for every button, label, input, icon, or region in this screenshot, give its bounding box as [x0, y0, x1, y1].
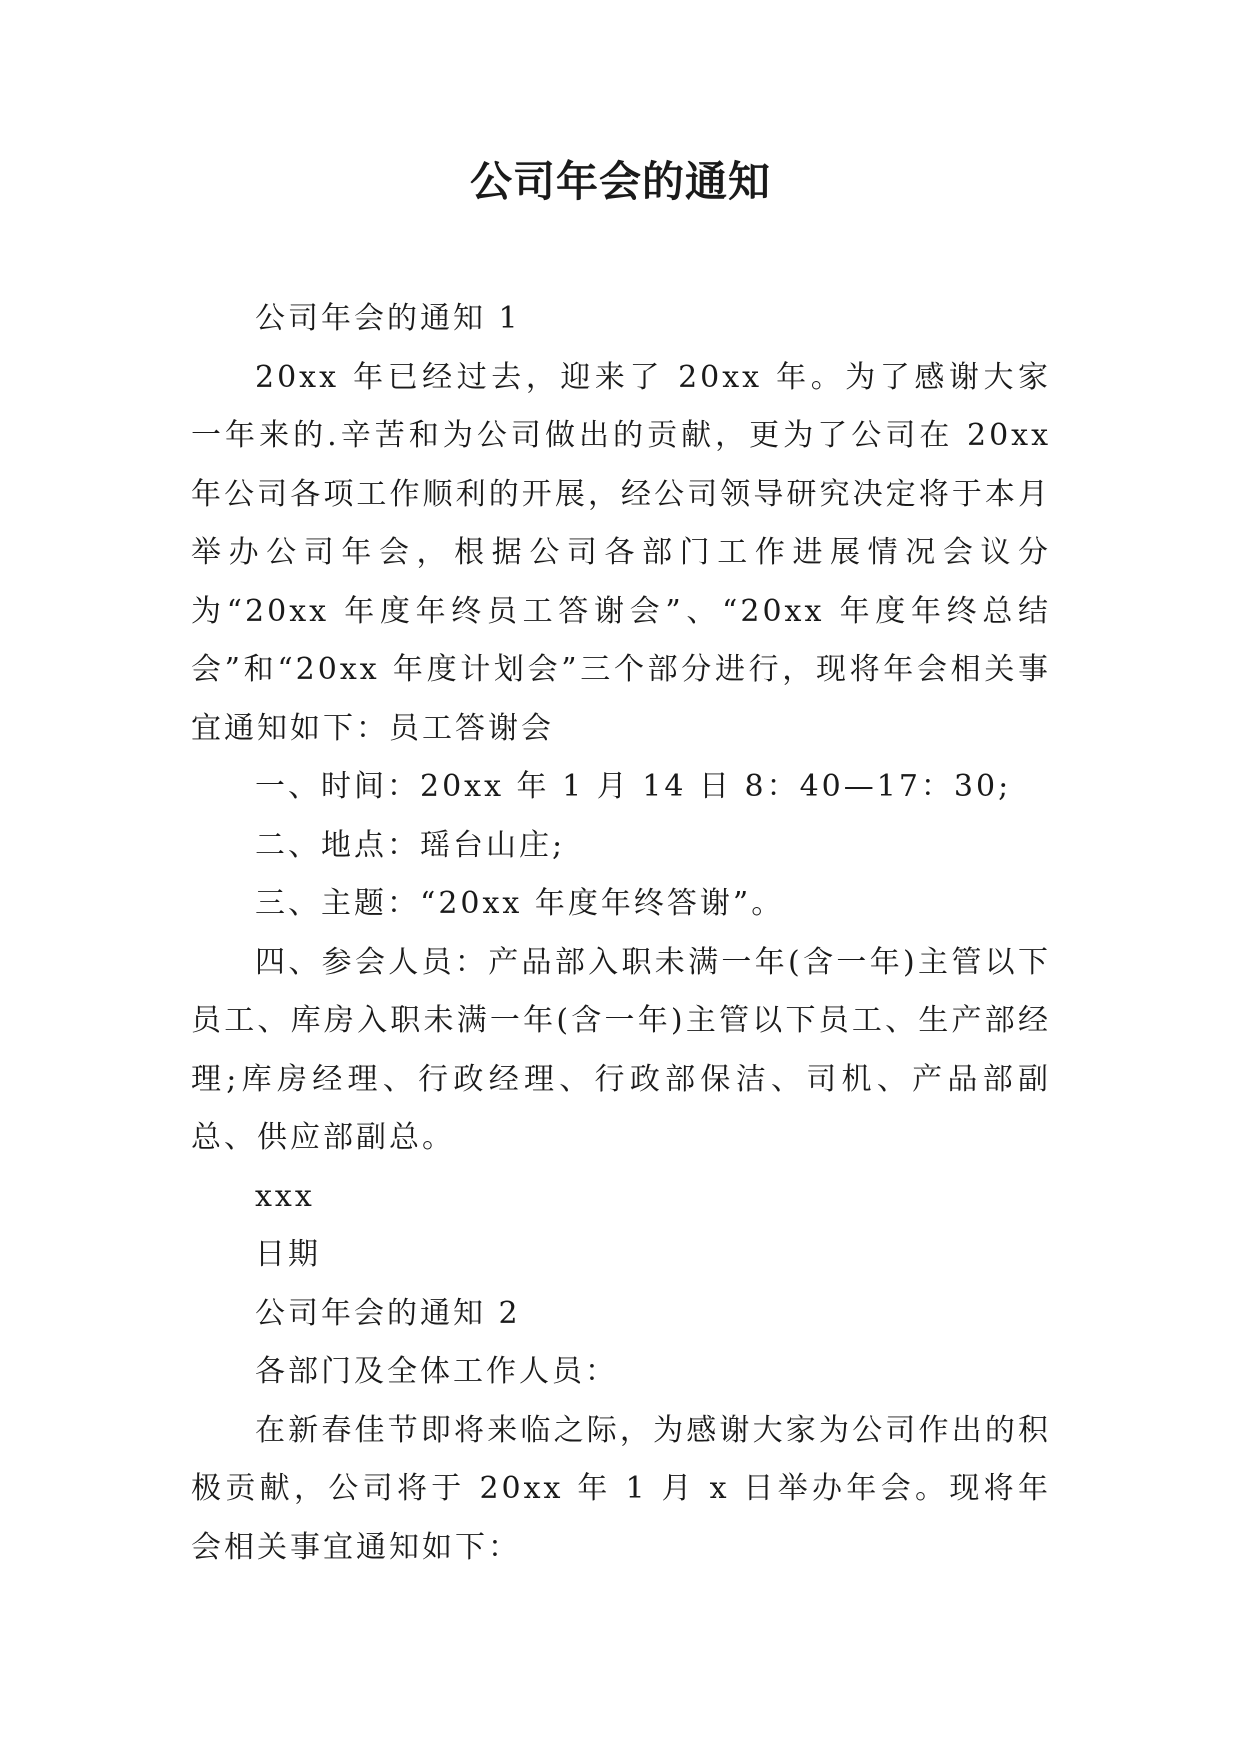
- time-item: 一、时间：20xx 年 1 月 14 日 8：40—17：30;: [255, 769, 1012, 804]
- notice-1-heading: 公司年会的通知 1: [255, 301, 521, 336]
- notice-2-intro-paragraph: 在新春佳节即将来临之际，为感谢大家为公司作出的积极贡献，公司将于 20xx 年 1 月 x 日举办年会。现将年会相关事宜通知如下：: [191, 1412, 1051, 1565]
- signature-placeholder: xxx: [255, 1178, 315, 1214]
- location-item: 二、地点：瑶台山庄;: [255, 827, 566, 863]
- document-body: [191, 290, 1051, 1577]
- document-title: 公司年会的通知: [469, 157, 771, 206]
- notice-1-intro-paragraph: 20xx 年已经过去，迎来了 20xx 年。为了感谢大家一年来的.辛苦和为公司做出的贡献，更为了公司在 20xx 年公司各项工作顺利的开展，经公司领导研究决定将于本月举办公司年会，根据公司各部门工作进展情况会议分为“20xx 年度年终员工答谢会”、“20xx 年度年终总结会”和“20xx 年度计划会”三个部分进行，现将年会相关事宜通知如下：员工答谢会: [191, 359, 1051, 746]
- notice-2-heading: 公司年会的通知 2: [255, 1295, 521, 1331]
- notice-2-salutation: 各部门及全体工作人员：: [255, 1354, 618, 1389]
- theme-item: 三、主题：“20xx 年度年终答谢”。: [255, 886, 785, 921]
- date-placeholder: 日期: [255, 1237, 321, 1272]
- attendees-item: 四、参会人员：产品部入职未满一年(含一年)主管以下员工、库房入职未满一年(含一年)主管以下员工、生产部经理;库房经理、行政经理、行政部保洁、司机、产品部副总、供应部副总。: [191, 944, 1051, 1155]
